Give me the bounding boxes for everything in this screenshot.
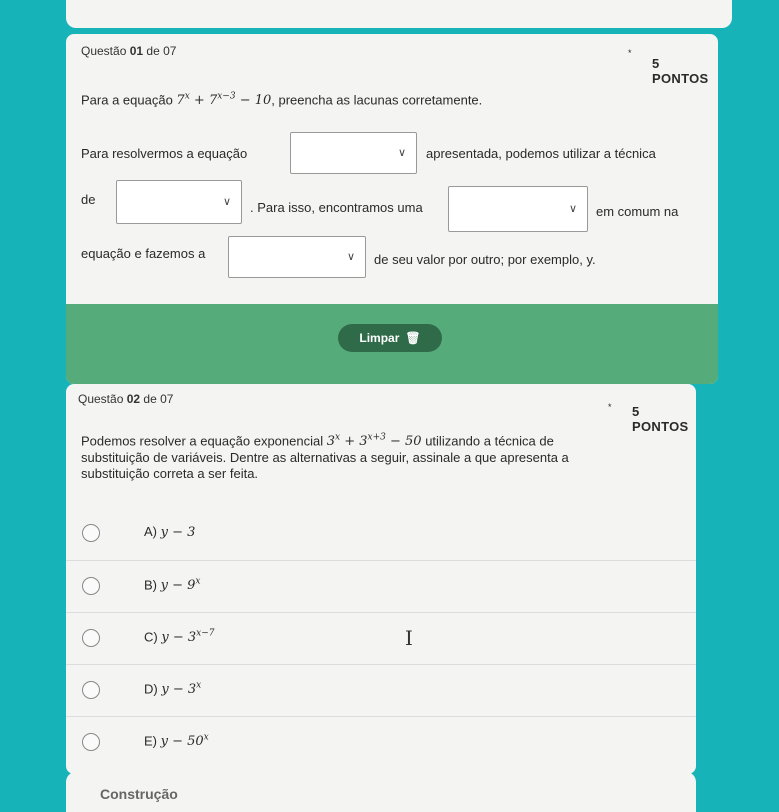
chevron-down-icon: ∨: [568, 202, 577, 215]
prompt-suffix: , preencha as lacunas corretamente.: [271, 92, 483, 108]
option-label: E) $y - 50^x$: [144, 733, 209, 750]
next-section-title: Construção: [100, 786, 178, 802]
dropdown-blank-3[interactable]: [448, 186, 588, 232]
blank-text-5: em comum na: [596, 204, 679, 219]
blank-text-1: Para resolvermos a equação: [81, 146, 248, 161]
stem-line-3: substituição correta a ser feita.: [81, 466, 259, 482]
option-label: C) $y - 3^{x-7}$: [144, 629, 215, 646]
radio-button[interactable]: [82, 577, 100, 595]
blank-text-7: de seu valor por outro; por exemplo, y.: [374, 252, 596, 267]
blank-text-4: . Para isso, encontramos uma: [250, 200, 423, 215]
question-stem: [81, 430, 681, 482]
clear-button[interactable]: [338, 324, 442, 352]
points-label: 5 PONTOS: [632, 404, 689, 434]
option-d[interactable]: [66, 664, 696, 717]
blank-text-2: apresentada, podemos utilizar a técnica: [426, 146, 656, 161]
option-a[interactable]: [66, 508, 696, 560]
previous-card-bottom: [66, 0, 732, 28]
clear-label: Limpar: [359, 331, 400, 345]
chevron-down-icon: ∨: [222, 195, 231, 208]
question-prompt: [81, 92, 482, 108]
option-c[interactable]: [66, 612, 696, 665]
radio-button[interactable]: [82, 524, 100, 542]
prompt-prefix: Para a equação: [81, 92, 173, 108]
option-label: B) $y - 9^x$: [144, 577, 201, 594]
question-label: [81, 44, 176, 58]
question-total: de 07: [143, 392, 174, 406]
question-total: de 07: [146, 44, 177, 58]
points-label: 5 PONTOS: [652, 56, 709, 86]
question-number: 01: [129, 44, 144, 58]
question-number: 02: [126, 392, 141, 406]
option-label: A) y − 3: [144, 524, 196, 540]
chevron-down-icon: ∨: [346, 250, 355, 263]
required-mark: *: [628, 48, 632, 58]
question-word: Questão: [81, 44, 127, 58]
equation: $3^x + 3^{x+3} - 50$: [326, 433, 422, 450]
dropdown-blank-1[interactable]: [290, 132, 417, 174]
option-b[interactable]: [66, 560, 696, 613]
dropdown-blank-4[interactable]: [228, 236, 366, 278]
stem-line-1: [81, 430, 681, 450]
text-cursor-icon: I: [405, 626, 413, 650]
option-e[interactable]: [66, 716, 696, 769]
chevron-down-icon: ∨: [397, 146, 406, 159]
required-mark: *: [608, 402, 612, 412]
dropdown-blank-2[interactable]: [116, 180, 242, 224]
question-02-card: [66, 384, 696, 774]
question-01-card: [66, 34, 718, 384]
equation: $7^x + 7^{x-3} - 10$: [176, 92, 272, 109]
question-label: [78, 392, 173, 406]
radio-button[interactable]: [82, 681, 100, 699]
stem-line-2: substituição de variáveis. Dentre as alternativas a seguir, assinale a que apresenta a: [81, 450, 569, 466]
stem-suffix: utilizando a técnica de: [425, 433, 554, 449]
stem-prefix: Podemos resolver a equação exponencial: [81, 433, 324, 449]
question-word: Questão: [78, 392, 124, 406]
trash-icon: 🗑: [405, 331, 421, 345]
blank-text-6: equação e fazemos a: [81, 246, 206, 261]
blank-text-3: de: [81, 192, 96, 207]
radio-button[interactable]: [82, 629, 100, 647]
radio-button[interactable]: [82, 733, 100, 751]
option-label: D) $y - 3^x$: [144, 681, 202, 698]
